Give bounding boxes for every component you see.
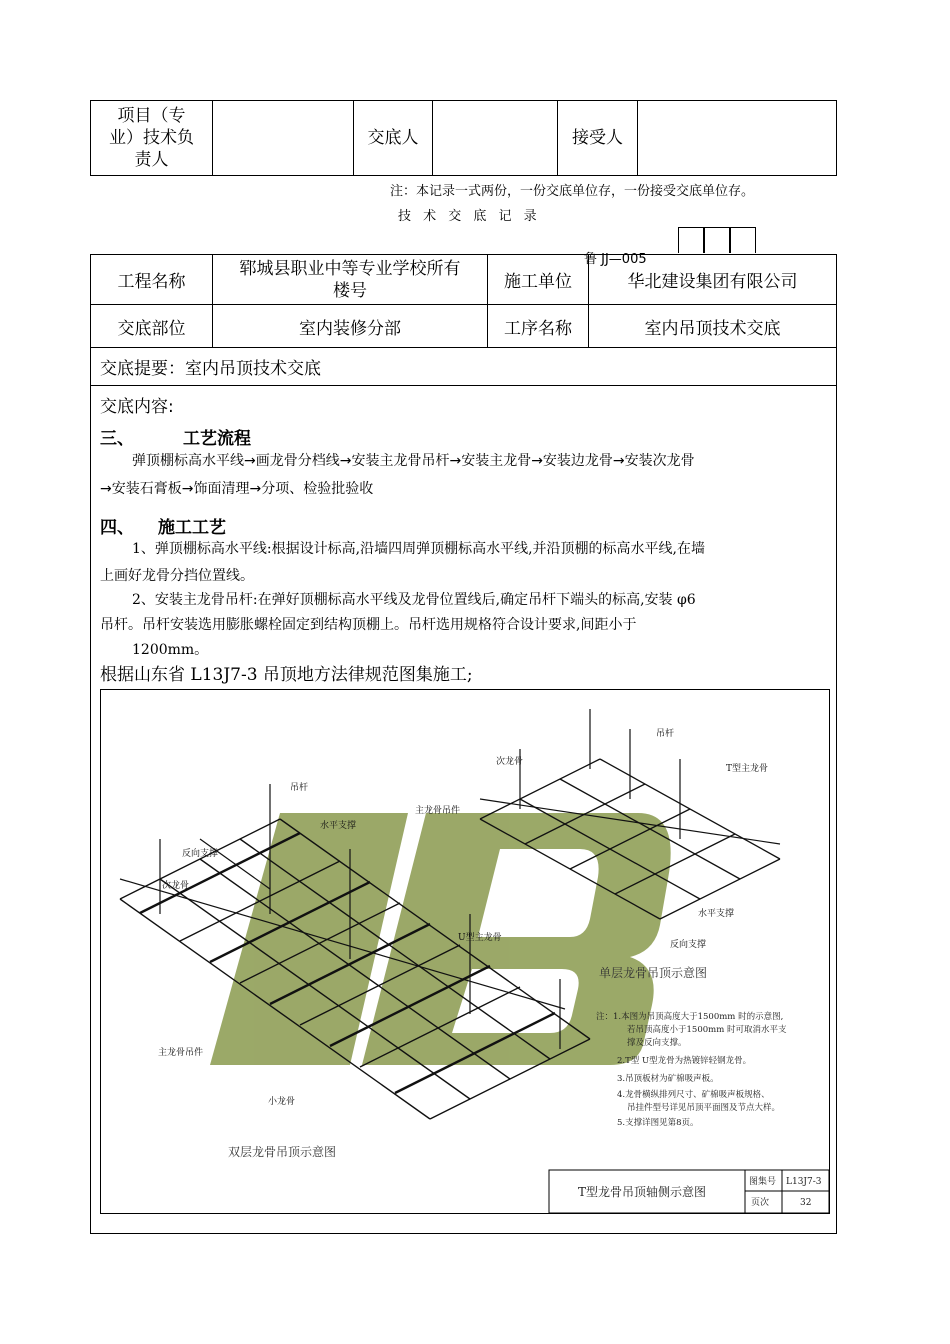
ceiling-keel-drawing xyxy=(100,689,830,1214)
form-code: 鲁 JJ—005 xyxy=(584,252,647,267)
label-reverse-brace-2: 反向支撑 xyxy=(670,940,707,950)
stamp-box-3 xyxy=(730,227,756,253)
process-flow-line-2: →安装石膏板→饰面清理→分项、检验批验收 xyxy=(100,481,374,497)
reference-line: 根据山东省 L13J7-3 吊顶地方法律规范图集施工; xyxy=(100,665,473,685)
label-secondary-keel-2: 次龙骨 xyxy=(496,757,524,767)
label-small-keel: 小龙骨 xyxy=(268,1097,296,1107)
page-number: 32 xyxy=(800,1198,812,1208)
label-main-keel-hanger-1: 主龙骨吊件 xyxy=(158,1048,204,1058)
step-2-line-3: 1200mm。 xyxy=(132,642,209,658)
step-1-line-2: 上画好龙骨分挡位置线。 xyxy=(100,568,254,584)
step-1-line-1: 1、弹顶棚标高水平线:根据设计标高,沿墙四周弹顶棚标高水平线,并沿顶棚的标高水平线,在墙 xyxy=(132,541,705,557)
handover-person-signature[interactable] xyxy=(433,101,558,176)
project-tech-lead-label: 项目（专 业）技术负 责人 xyxy=(91,101,213,176)
label-hanger-rod-2: 吊杆 xyxy=(656,729,675,739)
receiver-label: 接受人 xyxy=(558,101,638,176)
project-name-label: 工程名称 xyxy=(91,255,213,305)
caption-single-layer: 单层龙骨吊顶示意图 xyxy=(599,966,708,980)
drawing-note-6: 4.龙骨横纵排列尺寸、矿棉吸声板规格、 xyxy=(617,1090,770,1100)
drawing-note-5: 3.吊顶板材为矿棉吸声板。 xyxy=(617,1074,719,1084)
step-2-line-1: 2、安装主龙骨吊杆:在弹好顶棚标高水平线及龙骨位置线后,确定吊杆下端头的标高,安装 φ6 xyxy=(132,592,696,608)
drawing-note-7: 吊挂件型号详见吊顶平面图及节点大样。 xyxy=(627,1103,781,1113)
label-t-main-keel: T型主龙骨 xyxy=(726,764,769,774)
project-tech-lead-signature[interactable] xyxy=(213,101,354,176)
stamp-box-1 xyxy=(678,227,704,253)
label-horizontal-brace-1: 水平支撑 xyxy=(320,821,357,831)
drawing-note-1: 注：1.本图为吊顶高度大于1500mm 时的示意图, xyxy=(596,1012,784,1022)
process-name-value: 室内吊顶技术交底 xyxy=(589,305,837,348)
label-u-main-keel: U型主龙骨 xyxy=(458,933,502,943)
process-flow-line-1: 弹顶棚标高水平线→画龙骨分档线→安装主龙骨吊杆→安装主龙骨→安装边龙骨→安装次龙骨 xyxy=(132,453,695,469)
atlas-label: 图集号 xyxy=(749,1177,777,1187)
title-block-title: T型龙骨吊顶轴侧示意图 xyxy=(578,1185,707,1199)
drawing-note-3: 撑及反向支撑。 xyxy=(627,1038,687,1048)
construction-unit-label: 施工单位 xyxy=(488,255,589,305)
title-block xyxy=(549,1170,829,1213)
storage-note: 注：本记录一式两份，一份交底单位存，一份接受交底单位存。 xyxy=(390,184,755,199)
signature-table xyxy=(90,100,837,176)
label-hanger-rod-1: 吊杆 xyxy=(290,783,309,793)
page-label: 页次 xyxy=(751,1198,770,1208)
section-4-title: 施工工艺 xyxy=(158,518,226,538)
stamp-box-2 xyxy=(704,227,730,253)
receiver-signature[interactable] xyxy=(638,101,837,176)
record-title: 技 术 交 底 记 录 xyxy=(398,209,537,224)
drawing-note-8: 5.支撑详图见第8页。 xyxy=(617,1118,699,1128)
label-secondary-keel-1: 次龙骨 xyxy=(162,881,190,891)
drawing-note-4: 2.T型 U型龙骨为热镀锌轻钢龙骨。 xyxy=(617,1056,752,1066)
section-3-number: 三、 xyxy=(100,429,134,449)
content-label: 交底内容: xyxy=(100,397,174,417)
process-name-label: 工序名称 xyxy=(488,305,589,348)
label-main-keel-hanger-2: 主龙骨吊件 xyxy=(415,806,461,816)
drawing-note-2: 若吊顶高度小于1500mm 时可取消水平支 xyxy=(627,1025,787,1035)
atlas-number: L13J7-3 xyxy=(786,1177,822,1187)
section-3-title: 工艺流程 xyxy=(183,429,251,449)
label-horizontal-brace-2: 水平支撑 xyxy=(698,909,735,919)
step-2-line-2: 吊杆。吊杆安装选用膨胀螺栓固定到结构顶棚上。吊杆选用规格符合设计要求,间距小于 xyxy=(100,617,637,633)
label-reverse-brace-1: 反向支撑 xyxy=(182,849,219,859)
construction-unit-value: 华北建设集团有限公司 xyxy=(589,255,837,305)
summary-row: 交底提要：室内吊顶技术交底 xyxy=(91,348,837,386)
caption-double-layer: 双层龙骨吊顶示意图 xyxy=(228,1145,337,1159)
section-4-number: 四、 xyxy=(100,518,134,538)
handover-person-label: 交底人 xyxy=(354,101,433,176)
project-name-value: 郓城县职业中等专业学校所有 楼号 xyxy=(213,255,488,305)
handover-part-label: 交底部位 xyxy=(91,305,213,348)
handover-part-value: 室内装修分部 xyxy=(213,305,488,348)
